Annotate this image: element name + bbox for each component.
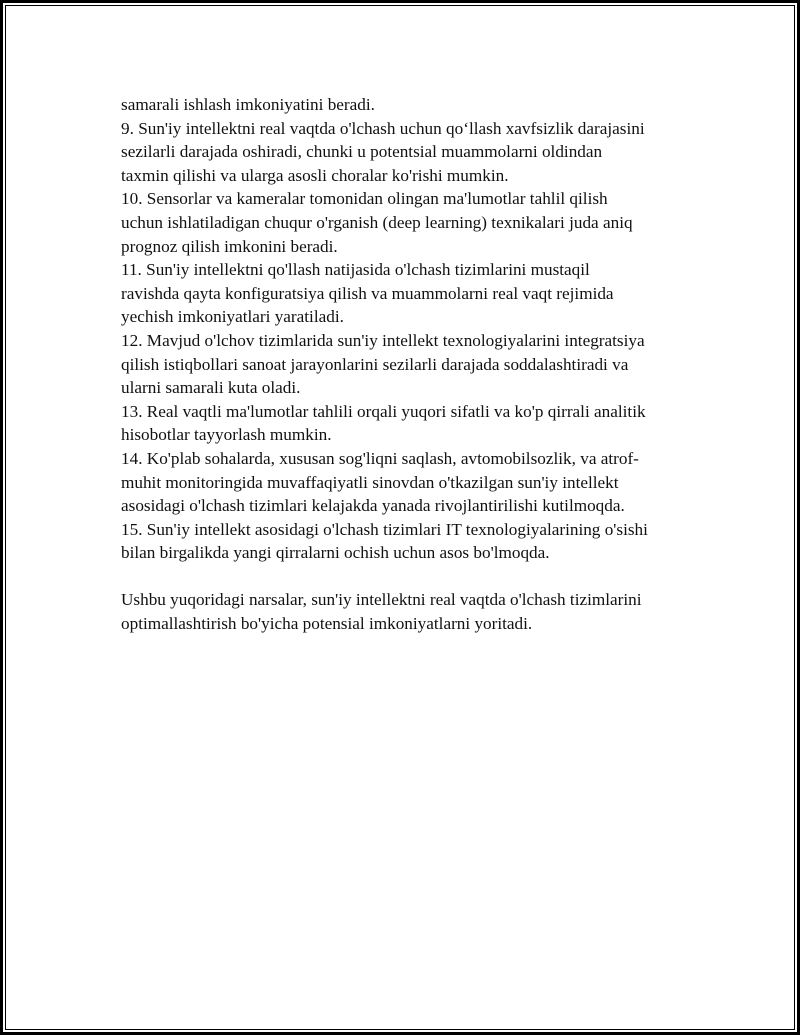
text-line: sezilarli darajada oshiradi, chunki u potentsial muammolarni oldindan — [121, 142, 603, 162]
conclusion-paragraph — [121, 588, 701, 635]
list-item-15 — [121, 518, 701, 565]
text-line: qilish istiqbollari sanoat jarayonlarini sezilarli darajada soddalashtiradi va — [121, 354, 629, 374]
text-line: taxmin qilishi va ularga asosli choralar ko'rishi mumkin. — [121, 165, 509, 185]
text-line: asosidagi o'lchash tizimlari kelajakda yanada rivojlantirilishi kutilmoqda. — [121, 496, 625, 516]
text-line: 9. Sun'iy intellektni real vaqtda o'lchash uchun qo‘llash xavfsizlik darajasini — [121, 118, 645, 138]
text-line: optimallashtirish bo'yicha potensial imkoniyatlarni yoritadi. — [121, 614, 533, 634]
text-line: muhit monitoringida muvaffaqiyatli sinovdan o'tkazilgan sun'iy intellekt — [121, 472, 619, 492]
text-line: 13. Real vaqtli ma'lumotlar tahlili orqali yuqori sifatli va ko'p qirrali analitik — [121, 401, 646, 421]
text-line: hisobotlar tayyorlash mumkin. — [121, 425, 332, 445]
text-line: ravishda qayta konfiguratsiya qilish va muammolarni real vaqt rejimida — [121, 283, 614, 303]
text-line: samarali ishlash imkoniyatini beradi. — [121, 95, 375, 114]
list-item-10 — [121, 187, 701, 258]
text-line: 11. Sun'iy intellektni qo'llash natijasida o'lchash tizimlarini mustaqil — [121, 260, 590, 280]
text-line: prognoz qilish imkonini beradi. — [121, 236, 338, 256]
list-item-13 — [121, 400, 701, 447]
text-line: bilan birgalikda yangi qirralarni ochish uchun asos bo'lmoqda. — [121, 543, 550, 563]
list-item-11 — [121, 258, 701, 329]
text-line: 15. Sun'iy intellekt asosidagi o'lchash tizimlari IT texnologiyalarining o'sishi — [121, 519, 648, 539]
text-line: 10. Sensorlar va kameralar tomonidan olingan ma'lumotlar tahlil qilish — [121, 189, 608, 209]
list-item-12 — [121, 329, 701, 400]
text-line: ularni samarali kuta oladi. — [121, 378, 301, 398]
text-line: Ushbu yuqoridagi narsalar, sun'iy intellektni real vaqtda o'lchash tizimlarini — [121, 590, 642, 610]
paragraph-gap — [121, 565, 701, 589]
list-item-14 — [121, 447, 701, 518]
list-item-9 — [121, 117, 701, 188]
text-line: yechish imkoniyatlari yaratiladi. — [121, 307, 344, 327]
paragraph-continuation — [121, 93, 701, 117]
document-body — [121, 93, 701, 636]
text-line: uchun ishlatiladigan chuqur o'rganish (deep learning) texnikalari juda aniq — [121, 212, 633, 232]
text-line: 14. Ko'plab sohalarda, xususan sog'liqni saqlash, avtomobilsozlik, va atrof- — [121, 448, 639, 468]
text-line: 12. Mavjud o'lchov tizimlarida sun'iy intellekt texnologiyalarini integratsiya — [121, 330, 645, 350]
